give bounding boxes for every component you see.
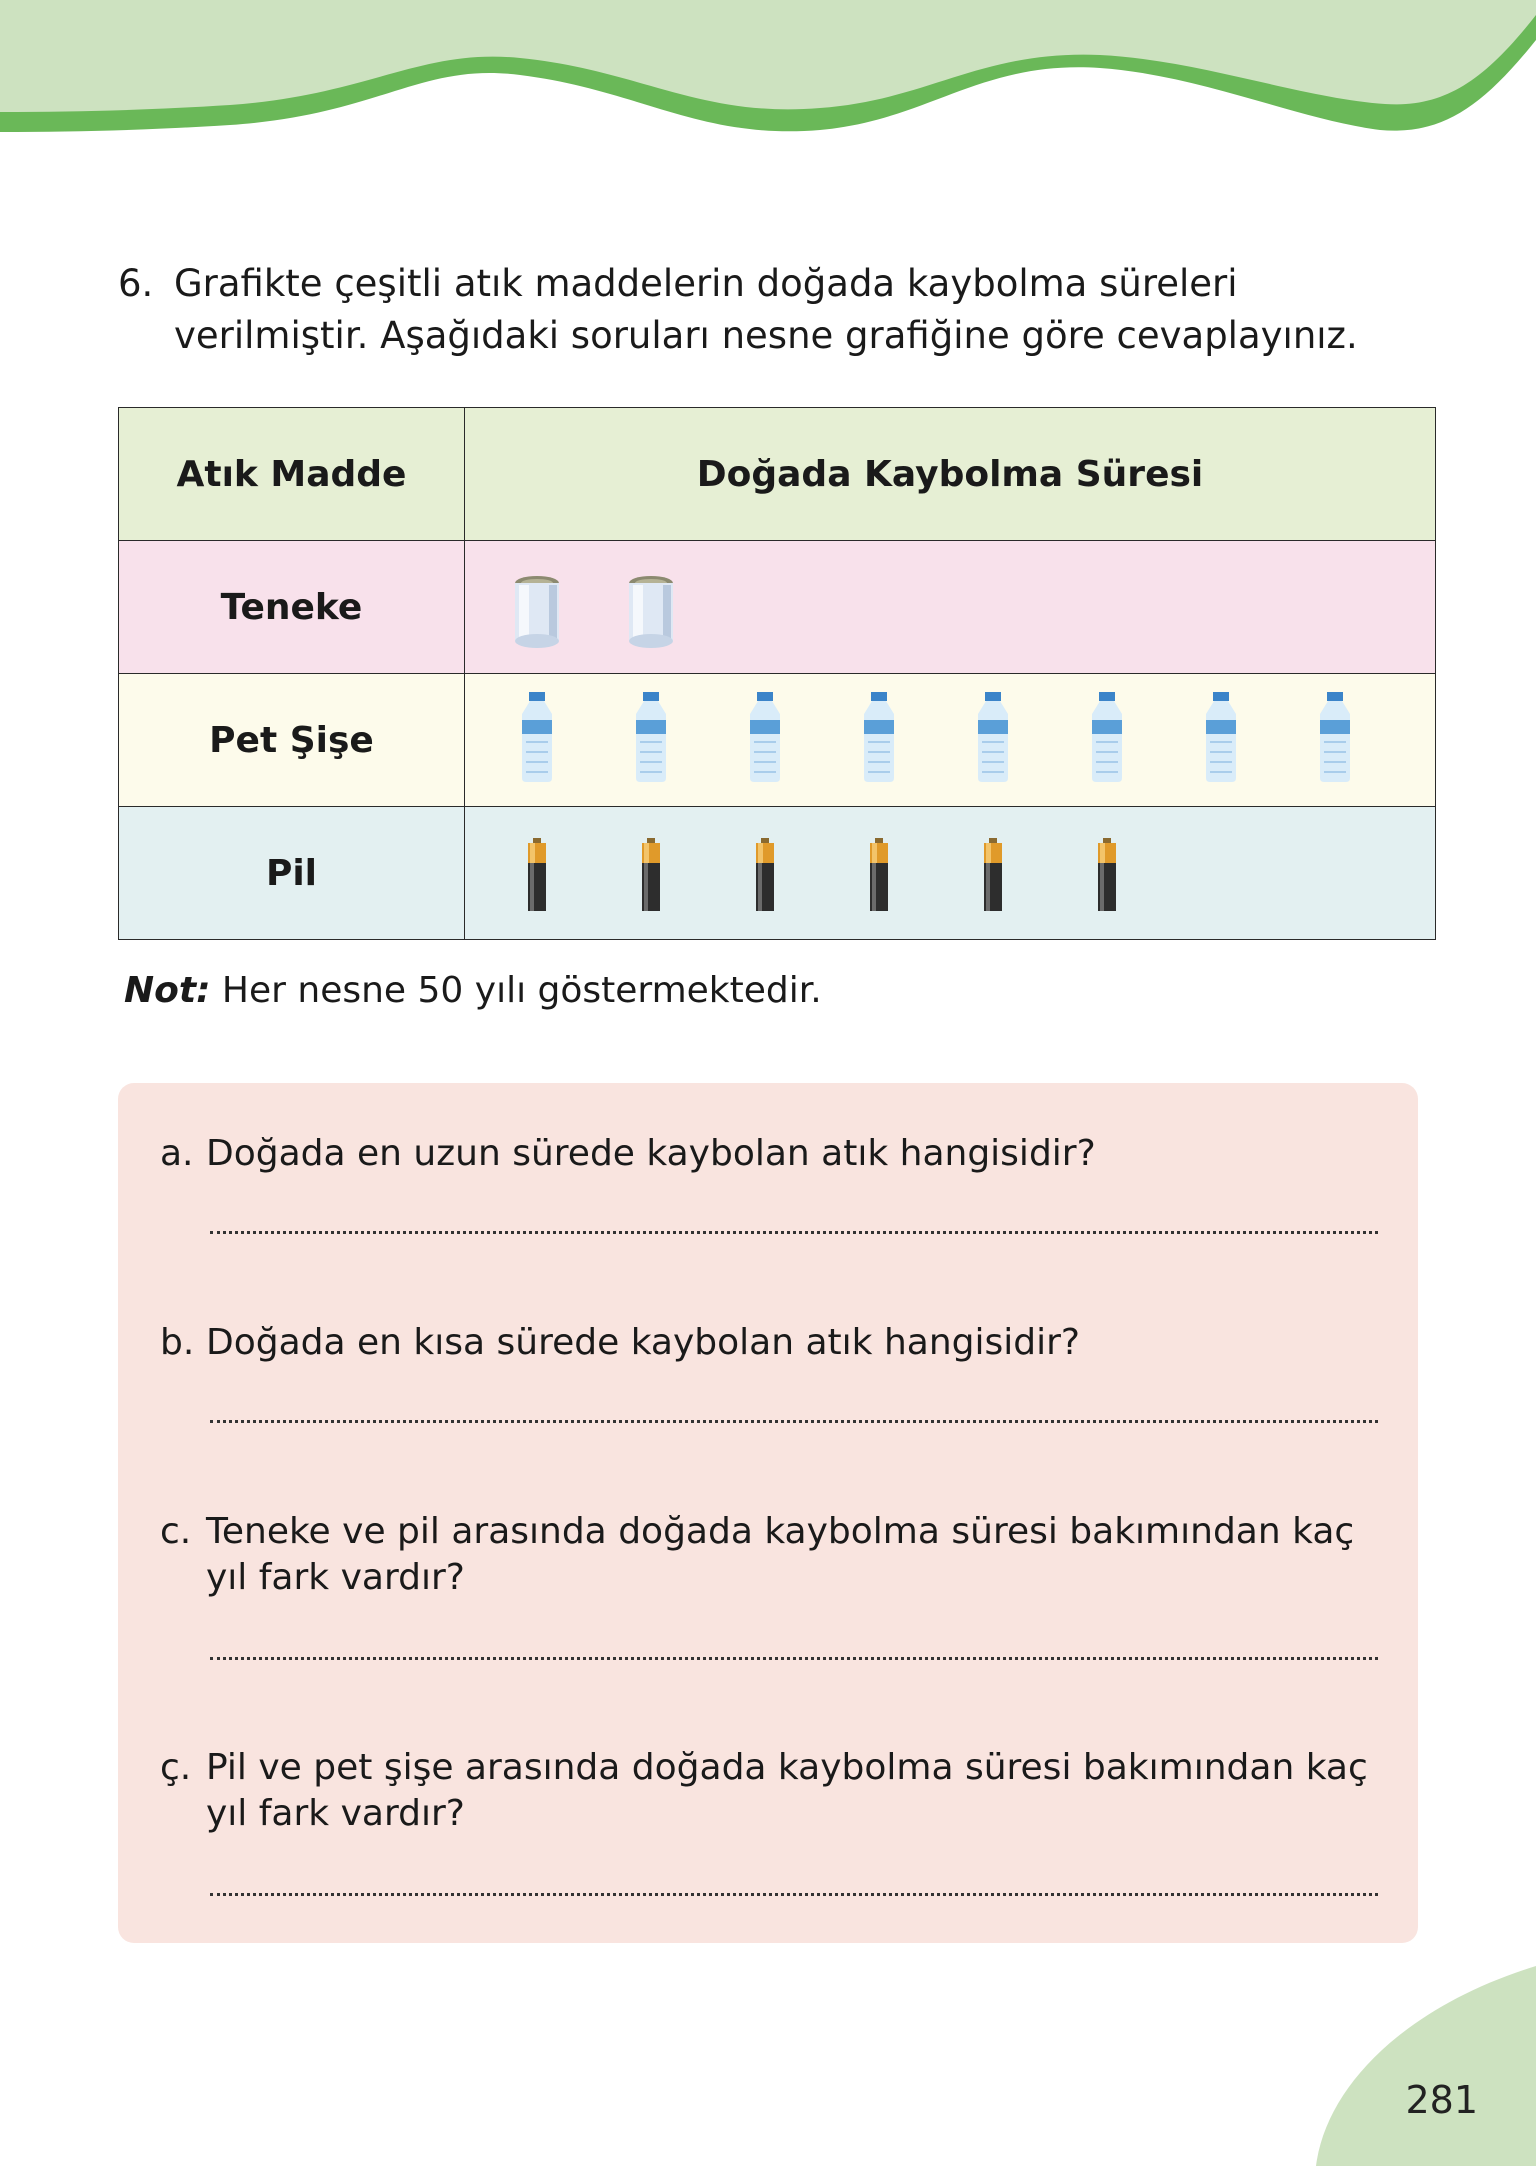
water-bottle-icon xyxy=(507,674,567,806)
battery-icon xyxy=(735,807,795,939)
answer-line-b[interactable] xyxy=(210,1420,1378,1423)
subquestion-text: Doğada en kısa sürede kaybolan atık hangisidir? xyxy=(206,1322,1081,1363)
row-label-pet-sise: Pet Şişe xyxy=(119,674,465,807)
answer-line-c[interactable] xyxy=(210,1657,1378,1660)
subquestion-text: Doğada en uzun sürede kaybolan atık hangisidir? xyxy=(206,1133,1096,1174)
subquestion-cc xyxy=(160,1745,1380,1837)
header-wave-decoration xyxy=(0,0,1536,160)
note-label: Not: xyxy=(124,970,211,1011)
water-bottle-icon xyxy=(621,674,681,806)
subquestion-letter: b. xyxy=(160,1322,195,1363)
water-bottle-icon xyxy=(735,674,795,806)
row-label-teneke: Teneke xyxy=(119,541,465,674)
battery-icon xyxy=(849,807,909,939)
tin-can-icon xyxy=(507,541,567,673)
subquestion-letter: ç. xyxy=(160,1747,192,1788)
subquestion-c xyxy=(160,1509,1380,1601)
header-kaybolma-suresi: Doğada Kaybolma Süresi xyxy=(465,408,1436,541)
table-row xyxy=(119,541,1436,674)
icons-pet-sise xyxy=(465,674,1435,806)
battery-icon xyxy=(963,807,1023,939)
subquestion-letter: a. xyxy=(160,1133,194,1174)
subquestion-letter: c. xyxy=(160,1511,192,1552)
table-row xyxy=(119,674,1436,807)
answer-line-a[interactable] xyxy=(210,1231,1378,1234)
question-number: 6. xyxy=(118,262,154,305)
question-6 xyxy=(118,258,1418,362)
battery-icon xyxy=(1077,807,1137,939)
note xyxy=(124,970,822,1011)
pictograph-table xyxy=(118,407,1436,940)
table-row xyxy=(119,807,1436,940)
answer-line-cc[interactable] xyxy=(210,1893,1378,1896)
icons-teneke xyxy=(465,541,1435,673)
row-label-pil: Pil xyxy=(119,807,465,940)
corner-decoration xyxy=(1296,1966,1536,2166)
header-atik-madde: Atık Madde xyxy=(119,408,465,541)
water-bottle-icon xyxy=(1191,674,1251,806)
battery-icon xyxy=(621,807,681,939)
question-text: Grafikte çeşitli atık maddelerin doğada kaybolma süreleri verilmiştir. Aşağıdaki soruları nesne grafiğine göre cevaplayınız. xyxy=(174,262,1358,357)
battery-icon xyxy=(507,807,567,939)
subquestion-a xyxy=(160,1131,1380,1177)
subquestion-text: Pil ve pet şişe arasında doğada kaybolma süresi bakımından kaç yıl fark vardır? xyxy=(206,1747,1368,1834)
water-bottle-icon xyxy=(1077,674,1137,806)
page-number: 281 xyxy=(1405,2078,1478,2122)
water-bottle-icon xyxy=(1305,674,1365,806)
tin-can-icon xyxy=(621,541,681,673)
water-bottle-icon xyxy=(963,674,1023,806)
water-bottle-icon xyxy=(849,674,909,806)
subquestions-box xyxy=(118,1083,1418,1943)
subquestion-b xyxy=(160,1320,1380,1366)
note-text: Her nesne 50 yılı göstermektedir. xyxy=(221,970,822,1011)
icons-pil xyxy=(465,807,1435,939)
subquestion-text: Teneke ve pil arasında doğada kaybolma süresi bakımından kaç yıl fark vardır? xyxy=(206,1511,1355,1598)
